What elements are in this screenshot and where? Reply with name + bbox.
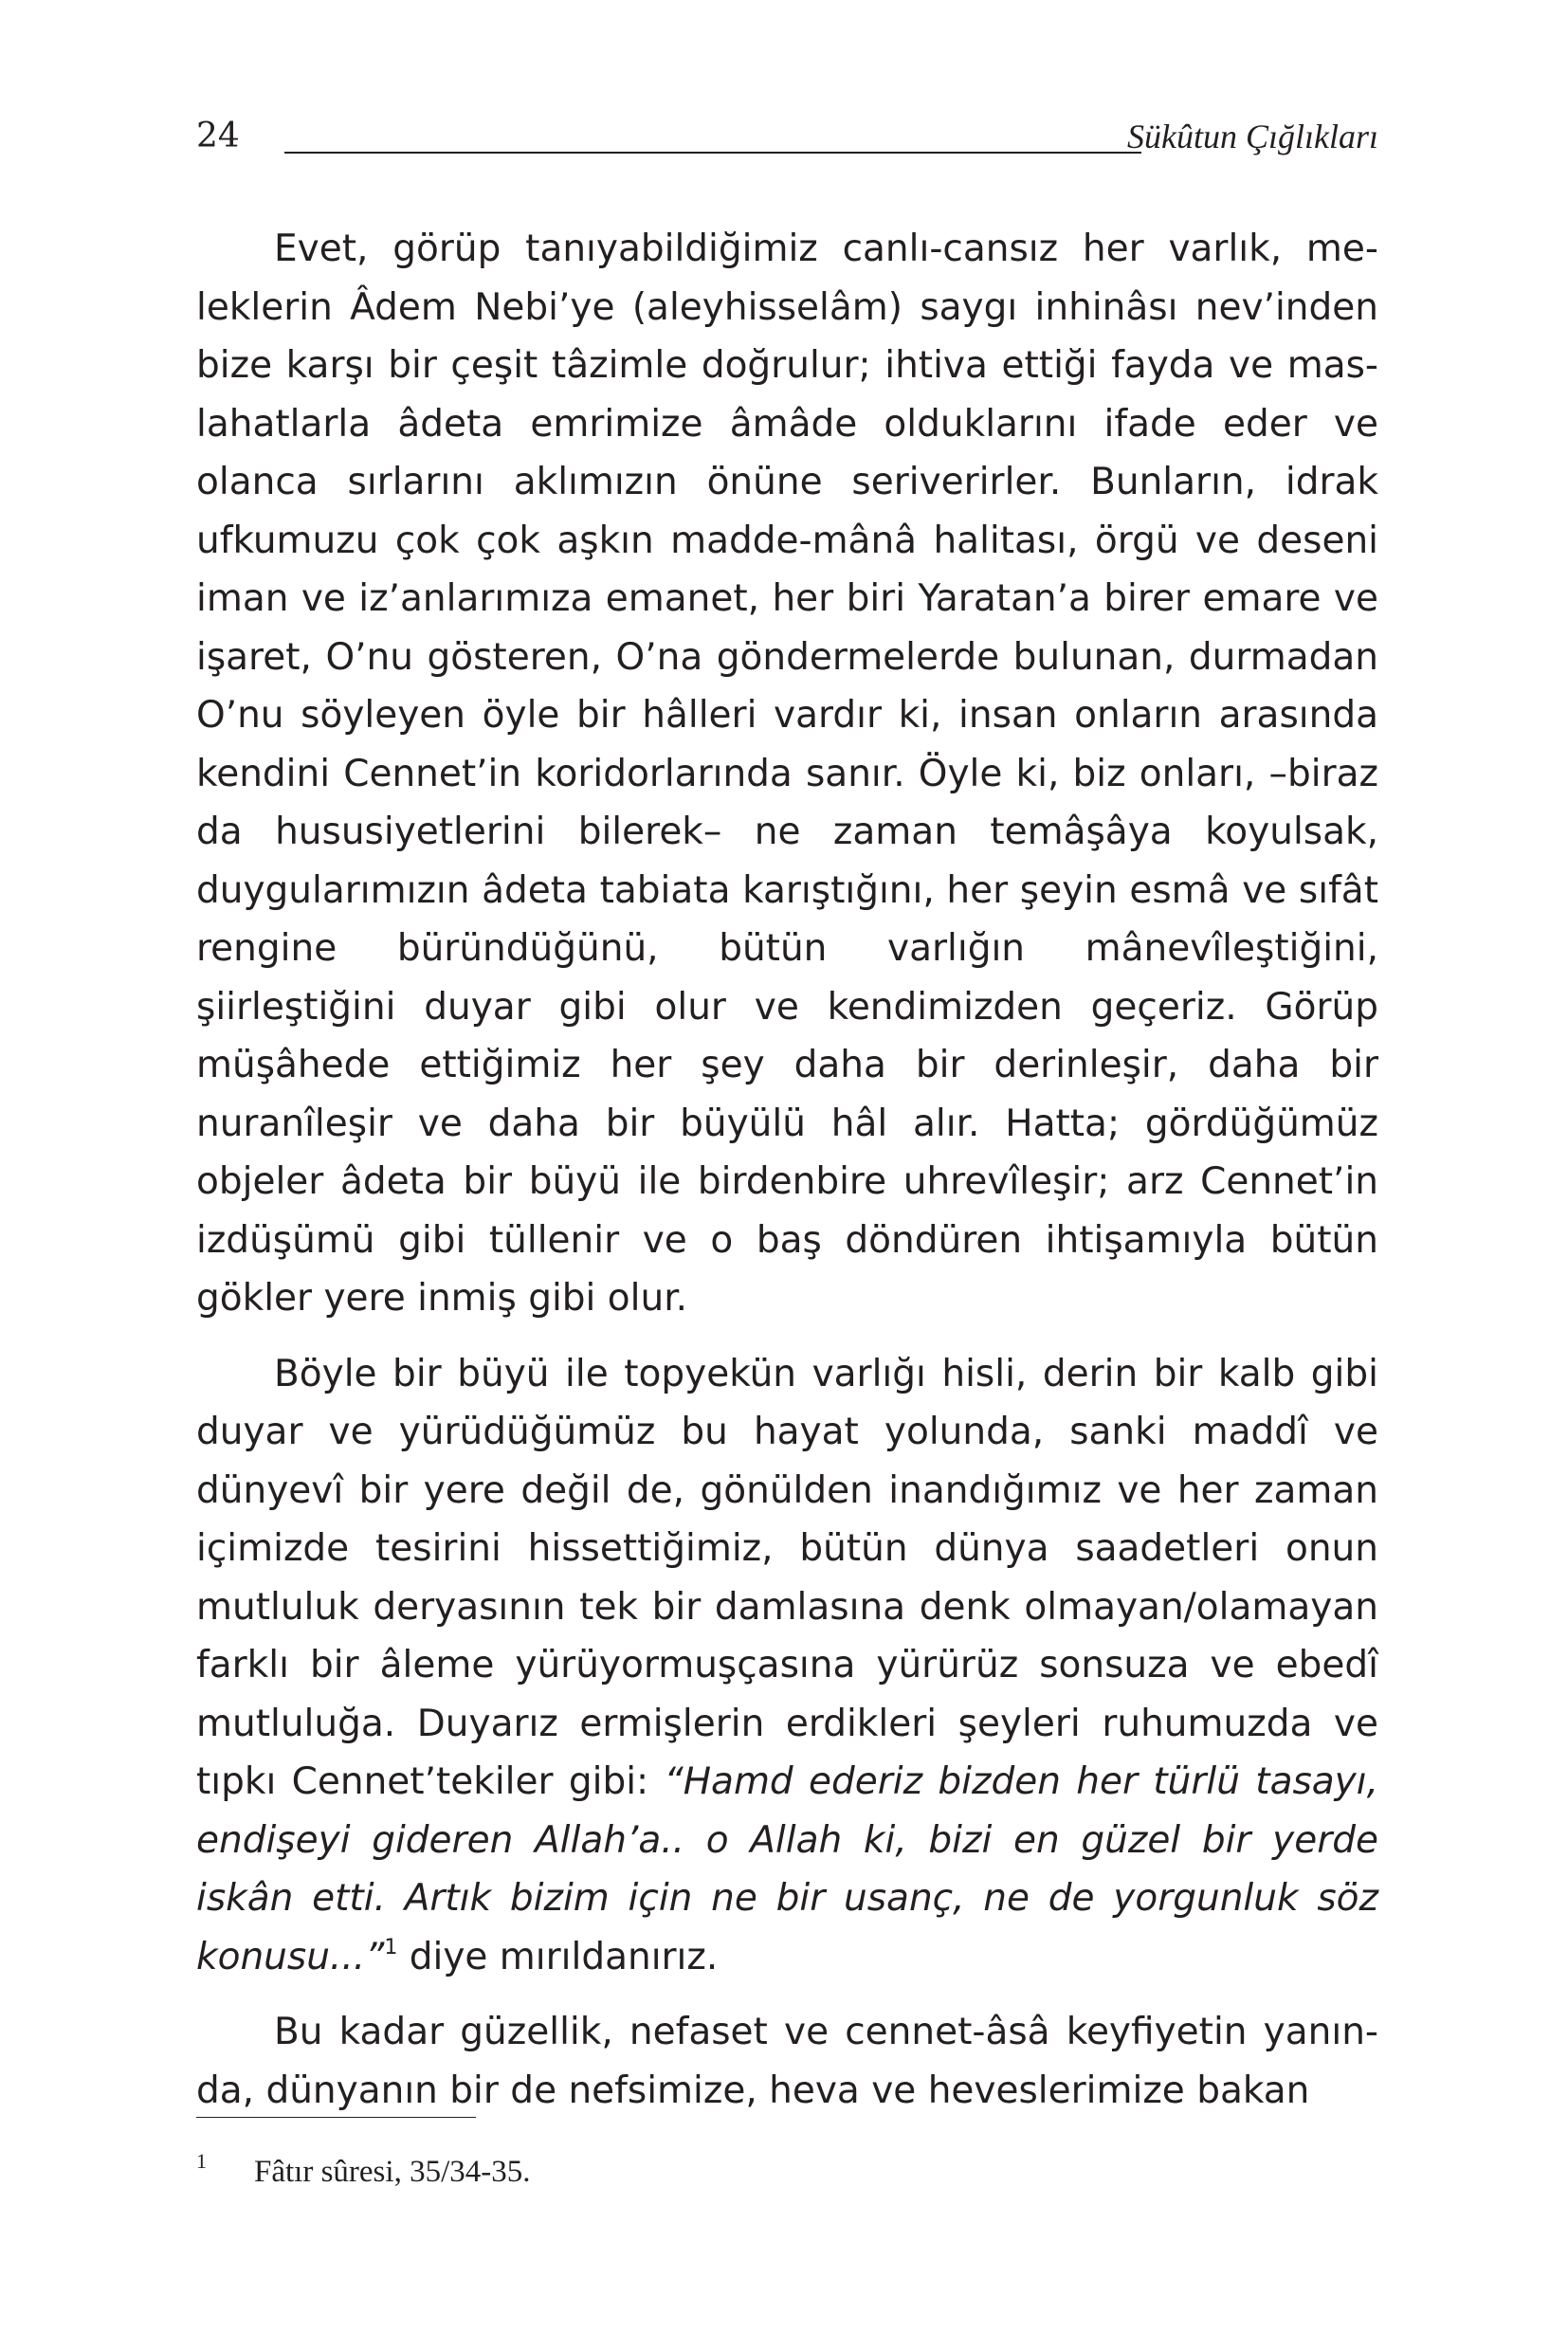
paragraph-1: Evet, görüp tanıyabildiğimiz canlı-cansız her varlık, meleklerin Âdem Nebi’ye (aleyhisselâm) saygı inhinâsı nev’inden bize karşı bir çeşit tâzimle doğrulur; ihtiva ettiği fayda ve maslahatlarla âdeta emrimize âmâde olduklarını ifade eder ve olanca sırlarını aklımızın önüne seriverirler. Bunların, idrak ufkumuzu çok çok aşkın madde-mânâ halitası, örgü ve deseni iman ve iz’anlarımıza emanet, her biri Yaratan’a birer emare ve işaret, O’nu gösteren, O’na göndermelerde bulunan, durmadan O’nu söyleyen öyle bir hâlleri vardır ki, insan onların arasında kendini Cennet’in koridorlarında sanır. Öyle ki, biz onları, –biraz da hususiyetlerini bilerek– ne zaman temâşâya koyulsak, duygularımızın âdeta tabiata karıştığını, her şeyin esmâ ve sıfât rengine büründüğünü, bütün varlığın mânevîleştiğini, şiirleştiğini duyar gibi olur ve kendimizden geçeriz. Görüp müşâhede ettiğimiz her şey daha bir derinleşir, daha bir nuranîleşir ve daha bir büyülü hâl alır. Hatta; gördüğümüz objeler âdeta bir büyü ile birdenbire uhrevîleşir; arz Cennet’in izdüşümü gibi tüllenir ve o baş döndüren ihtişamıyla bütün gökler yere inmiş gibi olur.	[196, 228, 1378, 1320]
footnote-text: Fâtır sûresi, 35/34-35.	[254, 2155, 531, 2189]
quran-quote: “Hamd ederiz bizden her türlü tasayı, endişeyi gideren Allah’a.. o Allah ki, bizi en güzel bir yerde iskân etti. Artık bizim için ne bir usanç, ne de yorgunluk söz konusu...”	[196, 1760, 1378, 1978]
paragraph-3: Bu kadar güzellik, nefaset ve cennet-âsâ keyfiyetin yanında, dünyanın bir de nefsimize, heva ve heveslerimize bakan	[196, 2011, 1378, 2112]
page-header	[196, 112, 1378, 161]
footnote-1: 1 Fâtır sûresi, 35/34-35.	[196, 2149, 531, 2189]
footnote-separator	[196, 2117, 476, 2118]
paragraph-2-ending: diye mırıldanırız.	[397, 1935, 719, 1978]
paragraph-2-text: Böyle bir büyü ile topyekün varlığı hisli, derin bir kalb gibi duyar ve yürüdüğümüz bu hayat yolunda, sanki maddî ve dünyevî bir yere değil de, gönülden inandığımız ve her zaman içimizde tesirini hissettiğimiz, bütün dünya saadetleri onun mutluluk deryasının tek bir damlasına denk olmayan/olamayan farklı bir âleme yürüyormuşçasına yürürüz sonsuza ve ebedî mutluluğa. Duyarız ermişlerin erdikleri şeyleri ruhumuzda ve tıpkı Cennet’tekiler gibi:	[196, 1352, 1378, 1803]
running-title: Sükûtun Çığlıkları	[1127, 118, 1378, 155]
footnote-reference[interactable]: 1	[384, 1935, 398, 1959]
header-rule	[284, 152, 1141, 154]
paragraph-2	[196, 1345, 1378, 1987]
page-number: 24	[196, 117, 240, 155]
body-text	[196, 220, 1378, 2120]
